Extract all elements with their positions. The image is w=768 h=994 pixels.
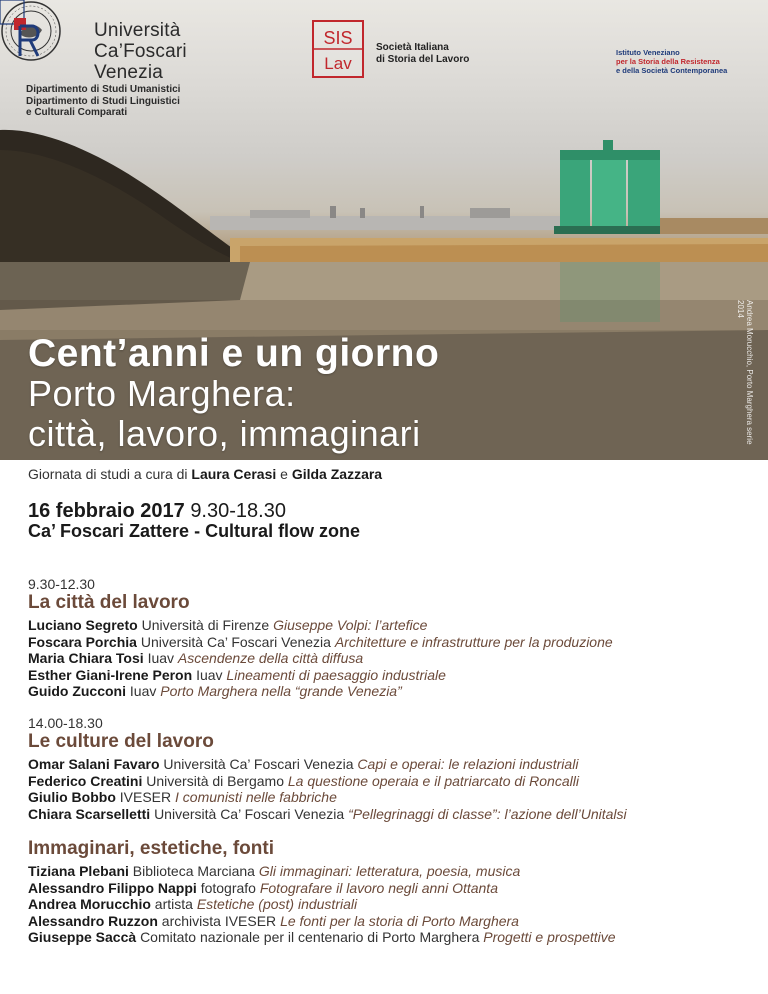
session-time: 9.30-12.30	[28, 576, 95, 592]
iveser-name: Istituto Veneziano per la Storia della Resistenza e della Società Contemporanea	[616, 48, 728, 75]
curators-line: Giornata di studi a cura di Laura Cerasi e Gilda Zazzara	[28, 466, 383, 482]
session-afternoon	[28, 715, 627, 822]
sislav-logo	[312, 20, 364, 78]
session-time: 14.00-18.30	[28, 715, 103, 731]
hero-photo	[0, 0, 768, 460]
talk-item: Alessandro Ruzzon archivista IVESER Le fonti per la storia di Porto Marghera	[28, 912, 519, 929]
talk-item: Omar Salani Favaro Università Ca’ Foscari Venezia Capi e operai: le relazioni industriali	[28, 756, 579, 772]
silos-graphic	[554, 140, 666, 234]
talk-item: Tiziana Plebani Biblioteca Marciana Gli immaginari: letteratura, poesia, musica	[28, 863, 521, 879]
talk-item: Federico Creatini Università di Bergamo La questione operaia e il patriarcato di Roncalli	[28, 772, 579, 789]
talk-item: Chiara Scarselletti Università Ca’ Foscari Venezia “Pellegrinaggi di classe”: l’azione dell’Unitalsi	[28, 805, 627, 822]
talk-item: Foscara Porchia Università Ca’ Foscari Venezia Architetture e infrastrutture per la produzione	[28, 633, 613, 650]
event-venue: Ca’ Foscari Zattere - Cultural flow zone	[28, 521, 361, 541]
session-imaginaries	[28, 838, 616, 946]
photo-credit: Andrea Morucchio, Porto Marghera serie 2014	[736, 300, 754, 445]
talk-item: Andrea Morucchio artista Estetiche (post) industriali	[28, 896, 358, 913]
session-morning	[28, 576, 613, 700]
talk-item: Luciano Segreto Università di Firenze Giuseppe Volpi: l’artefice	[28, 617, 428, 633]
talk-item: Esther Giani-Irene Peron Iuav Lineamenti di paesaggio industriale	[28, 666, 446, 683]
department-names: Dipartimento di Studi Umanistici Dipartimento di Studi Linguistici e Culturali Comparati	[26, 84, 181, 118]
svg-text:SIS: SIS	[323, 28, 353, 48]
session-title: La città del lavoro	[28, 592, 190, 613]
talk-item: Maria Chiara Tosi Iuav Ascendenze della città diffusa	[28, 650, 364, 667]
session-title: Immaginari, estetiche, fonti	[28, 838, 274, 859]
sislav-name: Società Italiana di Storia del Lavoro	[376, 42, 470, 65]
talk-item: Guido Zucconi Iuav Porto Marghera nella “grande Venezia”	[28, 683, 402, 700]
talk-item: Alessandro Filippo Nappi fotografo Fotografare il lavoro negli anni Ottanta	[28, 879, 498, 896]
talk-item: Giuseppe Saccà Comitato nazionale per il centenario di Porto Marghera Progetti e prospettive	[28, 929, 616, 946]
iveser-logo-icon	[0, 0, 44, 58]
university-name: Università Ca’Foscari Venezia	[94, 20, 187, 83]
session-title: Le culture del lavoro	[28, 731, 214, 752]
event-title: Cent’anni e un giorno	[28, 332, 440, 375]
talk-item: Giulio Bobbo IVESER I comunisti nelle fabbriche	[28, 789, 337, 806]
event-subtitle: Porto Marghera: città, lavoro, immaginari	[28, 373, 421, 454]
svg-text:Lav: Lav	[324, 54, 352, 73]
event-date: 16 febbraio 2017 9.30-18.30	[28, 500, 286, 522]
